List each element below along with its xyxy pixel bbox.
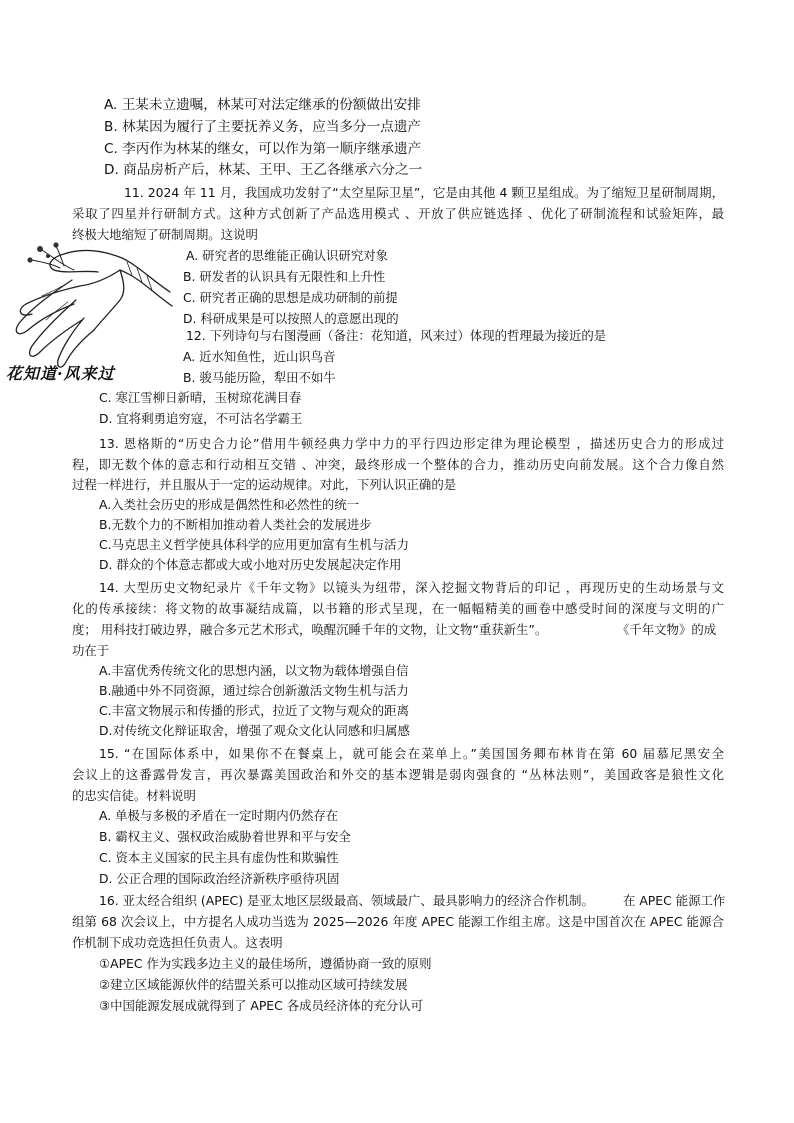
cartoon-caption: 花知道·风来过 — [6, 364, 115, 383]
q14-option-b: B.融通中外不同资源，通过综合创新激活文物生机与活力 — [99, 683, 409, 698]
q16-stem-line-3: 作机制下成功竞选担任负责人。这表明 — [72, 935, 283, 950]
q11-option-b: B. 研发者的认识具有无限性和上升性 — [183, 269, 386, 284]
q14-option-d: D.对传统文化辩证取舍，增强了观众文化认同感和归属感 — [99, 723, 410, 738]
q14-stem-line-2: 化的传承接续：将文物的故事凝结成篇，以书籍的形式呈现，在一幅幅精美的画卷中感受时间的深度与文明的广 — [72, 601, 724, 616]
q13-option-c: C.马克思主义哲学使具体科学的应用更加富有生机与活力 — [99, 537, 409, 552]
q12-option-c: C. 寒江雪柳日新晴，玉树琼花满目春 — [99, 390, 302, 405]
q10-option-b: B. 林某因为履行了主要抚养义务，应当多分一点遗产 — [104, 119, 422, 135]
q11-stem-line-2: 采取了四星并行研制方式。这种方式创新了产品选用模式 、开放了供应链选择 、优化了研制流程和试验矩阵，最 — [72, 206, 724, 221]
q14-option-c: C.丰富文物展示和传播的形式，拉近了文物与观众的距离 — [99, 703, 409, 718]
q16-stem-line-2: 组第 68 次会议上，中方提名人成功当选为 2025—2026 年度 APEC 能源工作组主席。这是中国首次在 APEC 能源合 — [72, 914, 724, 929]
q15-stem-line-1: 15. “在国际体系中，如果你不在餐桌上，就可能会在菜单上。”美国国务卿布林肯在第 60 届慕尼黑安全 — [99, 746, 724, 761]
q15-stem-line-2: 会议上的这番露骨发言，再次暴露美国政治和外交的基本逻辑是弱肉强食的 “丛林法则”，美国政客是狼性文化 — [72, 767, 724, 782]
q15-option-a: A. 单极与多极的矛盾在一定时期内仍然存在 — [99, 808, 339, 823]
q13-option-d: D. 群众的个体意志都或大或小地对历史发展起决定作用 — [99, 557, 402, 572]
q16-stem-line-1b: 在 APEC 能源工作 — [623, 893, 726, 908]
q10-option-c: C. 李丙作为林某的继女，可以作为第一顺序继承遗产 — [104, 141, 422, 157]
q11-option-a: A. 研究者的思维能正确认识研究对象 — [186, 248, 388, 263]
q14-stem-line-1: 14. 大型历史文物纪录片《千年文物》以镜头为纽带，深入挖掘文物背后的印记 ，再现历史的生动场景与文 — [99, 580, 724, 595]
q15-option-b: B. 霸权主义、强权政治威胁着世界和平与安全 — [99, 829, 351, 844]
q15-stem-line-3: 的忠实信徒。材料说明 — [72, 788, 196, 803]
q16-item-2: ②建立区域能源伙伴的结盟关系可以推动区域可持续发展 — [99, 977, 408, 992]
q14-stem-line-4: 功在于 — [72, 643, 110, 658]
q14-stem-line-3b: 《千年文物》的成 — [617, 622, 717, 637]
q16-item-3: ③中国能源发展成就得到了 APEC 各成员经济体的充分认可 — [99, 998, 424, 1013]
q15-option-d: D. 公正合理的国际政治经济新秩序亟待巩固 — [99, 871, 340, 886]
q11-stem-line-1: 11. 2024 年 11 月，我国成功发射了“太空星际卫星”，它是由其他 4 颗卫星组成。为了缩短卫星研制周期， — [124, 185, 724, 200]
q12-option-a: A. 近水知鱼性，近山识鸟音 — [183, 349, 336, 364]
q13-stem-line-1: 13. 恩格斯的“历史合力论”借用牛顿经典力学中力的平行四边形定律为理论模型 ，描述历史合力的形成过 — [99, 436, 724, 451]
q13-stem-line-3: 过程一样进行，并且服从于一定的运动规律。对此，下列认识正确的是 — [72, 477, 457, 492]
q13-stem-line-2: 程，即无数个体的意志和行动相互交错 、冲突，最终形成一个整体的合力，推动历史向前发展。这个合力像自然 — [72, 457, 724, 472]
q10-option-a: A. 王某未立遗嘱，林某可对法定继承的份额做出安排 — [104, 97, 421, 113]
q11-option-c: C. 研究者正确的思想是成功研制的前提 — [183, 290, 398, 305]
q12-option-d: D. 宜将剩勇追穷寇，不可沽名学霸王 — [99, 411, 303, 426]
q13-option-b: B.无数个力的不断相加推动着人类社会的发展进步 — [99, 517, 372, 532]
q13-option-a: A.入类社会历史的形成是偶然性和必然性的统一 — [99, 497, 360, 512]
q12-stem: 12. 下列诗句与右图漫画（备注：花知道，风来过）体现的哲理最为接近的是 — [186, 328, 607, 343]
q16-stem-line-1a: 16. 亚太经合组织 (APEC) 是亚太地区层级最高、领域最广、最具影响力的经济合作机制。 — [99, 893, 594, 908]
q11-stem-line-3: 终极大地缩短了研制周期。这说明 — [72, 227, 258, 242]
q12-option-b: B. 骏马能历险，犁田不如牛 — [183, 370, 336, 385]
q10-option-d: D. 商品房析产后，林某、王甲、王乙各继承六分之一 — [104, 162, 423, 178]
q15-option-c: C. 资本主义国家的民主具有虚伪性和欺骗性 — [99, 850, 339, 865]
q11-option-d: D. 科研成果是可以按照人的意愿出现的 — [183, 311, 399, 326]
q16-item-1: ①APEC 作为实践多边主义的最佳场所，遵循协商一致的原则 — [99, 956, 432, 971]
q14-stem-line-3a: 度； 用科技打破边界，融合多元艺术形式，唤醒沉睡千年的文物，让文物“重获新生”。 — [72, 622, 548, 637]
q14-option-a: A.丰富优秀传统文化的思想内涵，以文物为载体增强自信 — [99, 663, 409, 678]
